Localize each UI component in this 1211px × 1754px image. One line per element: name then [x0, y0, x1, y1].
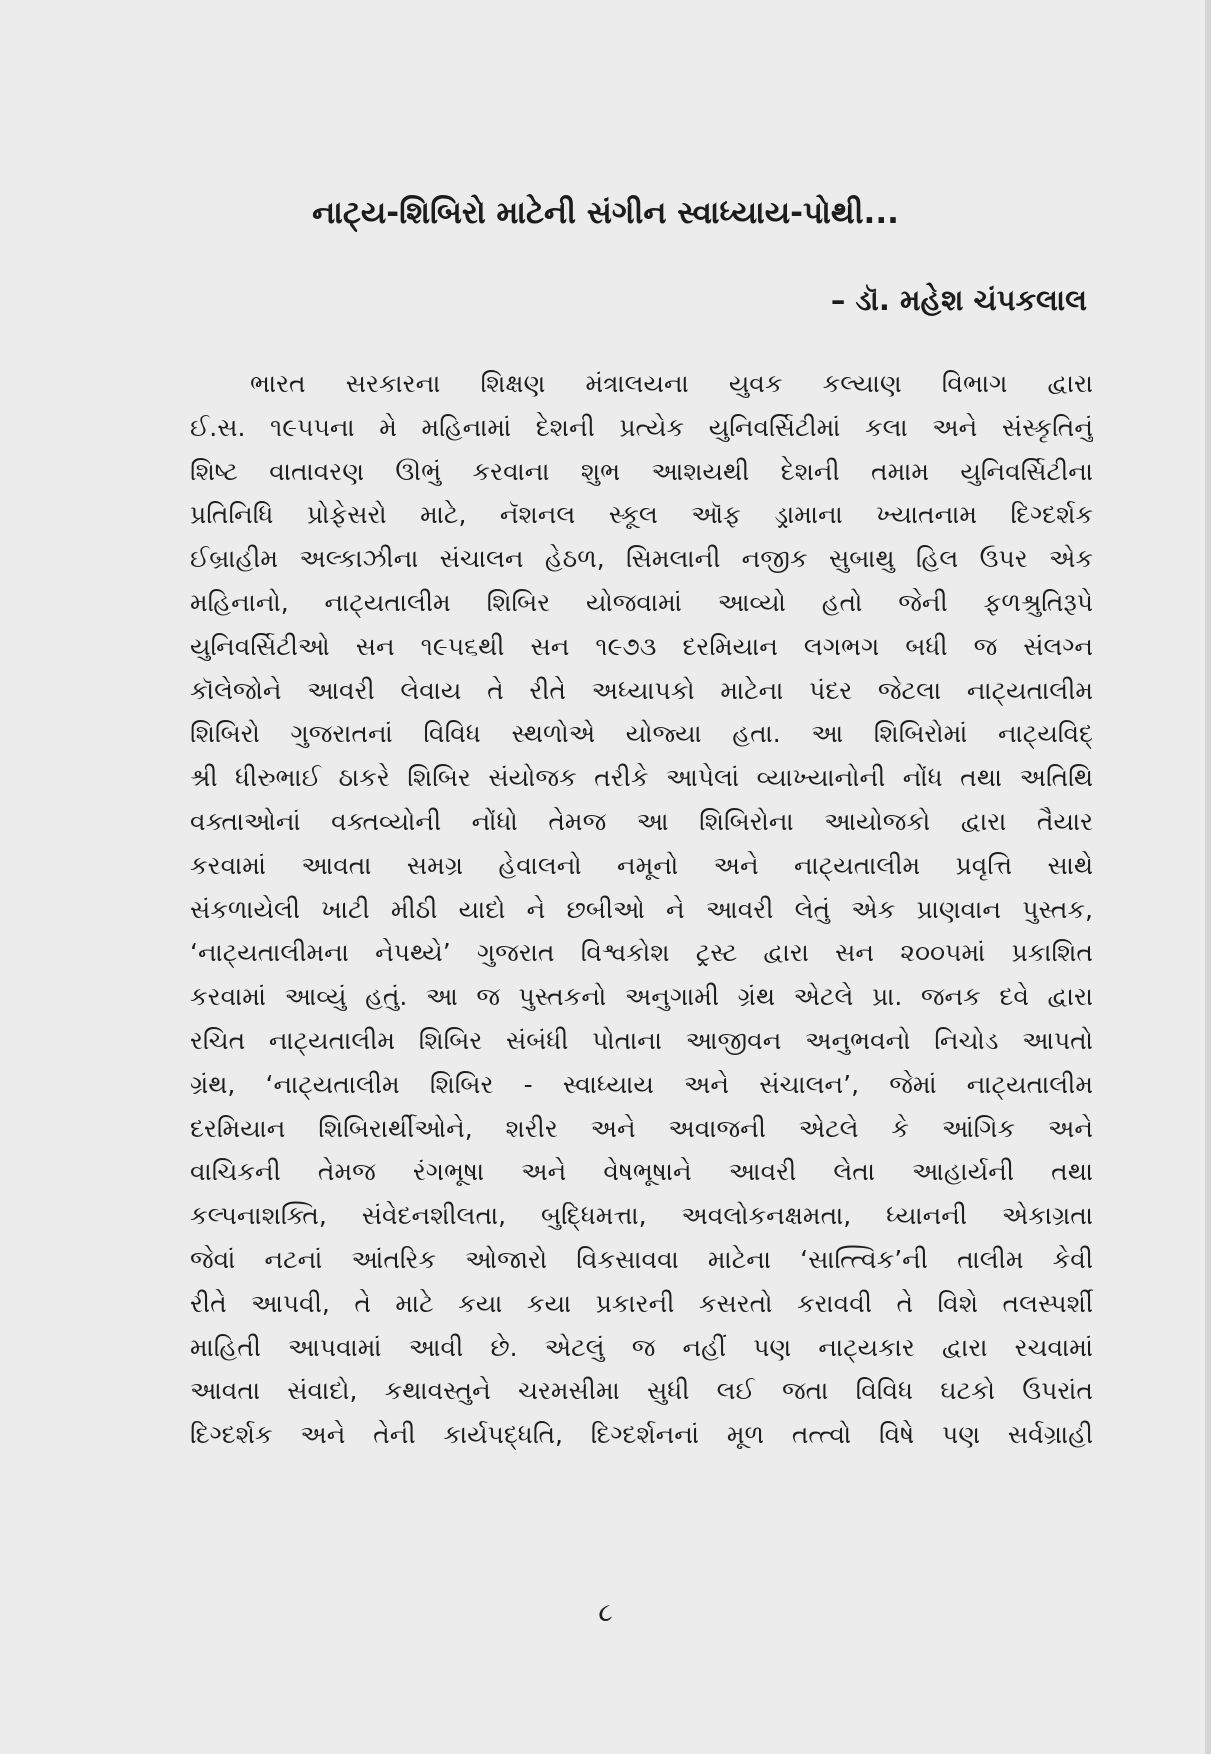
- text-line: ઈબ્રાહીમ અલ્કાઝીના સંચાલન હેઠળ, સિમલાની નજીક સુબાથુ હિલ ઉપર એક: [190, 544, 1093, 574]
- text-line: કલ્પનાશક્તિ, સંવેદનશીલતા, બુદ્ધિમત્તા, અવલોકનક્ષમતા, ધ્યાનની એકાગ્રતા: [190, 1201, 1093, 1231]
- text-line: કરવામાં આવ્યું હતું. આ જ પુસ્તકનો અનુગામી ગ્રંથ એટલે પ્રા. જનક દવે દ્વારા: [190, 982, 1093, 1012]
- text-line: જેવાં નટનાં આંતરિક ઓજારો વિકસાવવા માટેના ‘સાત્ત્વિક’ની તાલીમ કેવી: [190, 1244, 1093, 1274]
- text-line: ઈ.સ. ૧૯૫૫ના મે મહિનામાં દેશની પ્રત્યેક યુનિવર્સિટીમાં કલા અને સંસ્કૃતિનું: [190, 412, 1093, 442]
- text-line: શિબિરો ગુજરાતનાં વિવિધ સ્થળોએ યોજ્યા હતા. આ શિબિરોમાં નાટ્યવિદ્: [190, 719, 1093, 749]
- text-line: કૉલેજોને આવરી લેવાય તે રીતે અધ્યાપકો માટેના પંદર જેટલા નાટ્યતાલીમ: [190, 675, 1093, 705]
- text-line: શિષ્ટ વાતાવરણ ઊભું કરવાના શુભ આશયથી દેશની તમામ યુનિવર્સિટીના: [190, 456, 1093, 486]
- text-line: વાચિકની તેમજ રંગભૂષા અને વેષભૂષાને આવરી લેતા આહાર્યની તથા: [190, 1157, 1093, 1187]
- text-line: યુનિવર્સિટીઓ સન ૧૯૫૬થી સન ૧૯૭૩ દરમિયાન લગભગ બધી જ સંલગ્ન: [190, 631, 1093, 661]
- chapter-title: નાટ્ય-શિબિરો માટેની સંગીન સ્વાધ્યાય-પોથી...: [312, 195, 899, 231]
- text-line: દિગ્દર્શક અને તેની કાર્યપદ્ધતિ, દિગ્દર્શનનાં મૂળ તત્ત્વો વિષે પણ સર્વગ્રાહી: [190, 1420, 1093, 1450]
- author-byline: – ડૉ. મહેશ ચંપકલાલ: [830, 283, 1087, 317]
- page-number: ૮: [598, 1598, 613, 1628]
- text-line: માહિતી આપવામાં આવી છે. એટલું જ નહીં પણ નાટ્યકાર દ્વારા રચવામાં: [190, 1332, 1093, 1362]
- text-line: ગ્રંથ, ‘નાટ્યતાલીમ શિબિર - સ્વાધ્યાય અને સંચાલન’, જેમાં નાટ્યતાલીમ: [190, 1069, 1093, 1099]
- text-line: મહિનાનો, નાટ્યતાલીમ શિબિર યોજવામાં આવ્યો હતો જેની ફળશ્રુતિરૂપે: [190, 587, 1093, 617]
- text-line: ભારત સરકારના શિક્ષણ મંત્રાલયના યુવક કલ્યાણ વિભાગ દ્વારા: [250, 369, 1093, 398]
- text-line: શ્રી ધીરુભાઈ ઠાકરે શિબિર સંયોજક તરીકે આપેલાં વ્યાખ્યાનોની નોંધ તથા અતિથિ: [190, 763, 1093, 793]
- text-line: રચિત નાટ્યતાલીમ શિબિર સંબંધી પોતાના આજીવન અનુભવનો નિચોડ આપતો: [190, 1025, 1093, 1055]
- text-line: સંકળાયેલી ખાટી મીઠી યાદો ને છબીઓ ને આવરી લેતું એક પ્રાણવાન પુસ્તક,: [190, 894, 1093, 924]
- text-line: વક્તાઓનાં વક્તવ્યોની નોંધો તેમજ આ શિબિરોના આયોજકો દ્વારા તૈયાર: [190, 806, 1093, 836]
- body-text: [190, 362, 1093, 1457]
- text-line: કરવામાં આવતા સમગ્ર હેવાલનો નમૂનો અને નાટ્યતાલીમ પ્રવૃત્તિ સાથે: [190, 850, 1093, 880]
- text-line: ‘નાટ્યતાલીમના નેપથ્યે’ ગુજરાત વિશ્વકોશ ટ્રસ્ટ દ્વારા સન ૨૦૦૫માં પ્રકાશિત: [190, 938, 1093, 968]
- text-line: રીતે આપવી, તે માટે કયા કયા પ્રકારની કસરતો કરાવવી તે વિશે તલસ્પર્શી: [190, 1288, 1093, 1318]
- text-line: દરમિયાન શિબિરાર્થીઓને, શરીર અને અવાજની એટલે કે આંગિક અને: [190, 1113, 1093, 1143]
- text-line: પ્રતિનિધિ પ્રોફેસરો માટે, નૅશનલ સ્કૂલ ઑફ ડ્રામાના ખ્યાતનામ દિગ્દર્શક: [190, 500, 1093, 530]
- text-line: આવતા સંવાદો, કથાવસ્તુને ચરમસીમા સુધી લઈ જતા વિવિધ ઘટકો ઉપરાંત: [190, 1376, 1093, 1406]
